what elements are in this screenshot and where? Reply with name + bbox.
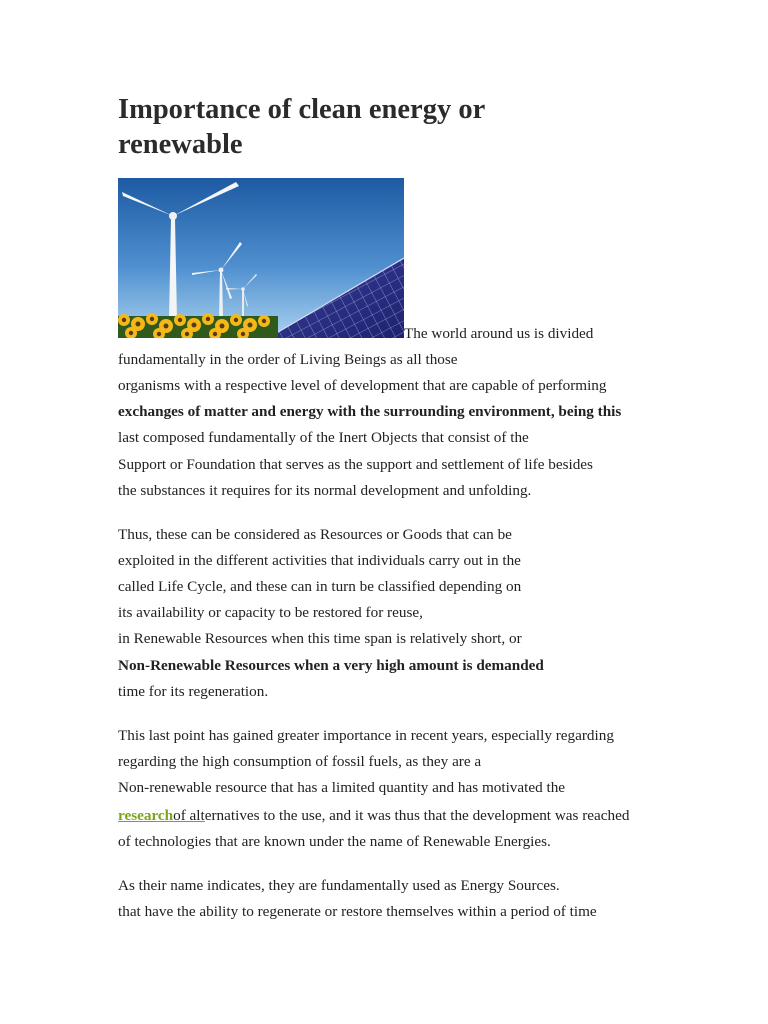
paragraph2-line3: called Life Cycle, and these can in turn be classified depending on bbox=[118, 578, 522, 595]
paragraph1-line4: exchanges of matter and energy with the surrounding environment, being this bbox=[118, 403, 622, 420]
paragraph2-line6: Non-Renewable Resources when a very high amount is demanded bbox=[118, 657, 544, 674]
paragraph1-line3: organisms with a respective level of development that are capable of performing bbox=[118, 377, 607, 394]
hero-image bbox=[118, 178, 404, 338]
research-link[interactable]: research bbox=[118, 807, 174, 824]
paragraph1-line6: Support or Foundation that serves as the support and settlement of life besides bbox=[118, 456, 593, 473]
paragraph4-line2: that have the ability to regenerate or restore themselves within a period of time bbox=[118, 903, 597, 920]
article-title: Importance of clean energy or renewable bbox=[118, 94, 485, 160]
sunflower-field bbox=[118, 313, 278, 338]
paragraph3-line5: of technologies that are known under the name of Renewable Energies. bbox=[118, 833, 551, 850]
paragraph2-line7: time for its regeneration. bbox=[118, 683, 269, 700]
paragraph1-line5: last composed fundamentally of the Inert Objects that consist of the bbox=[118, 429, 529, 446]
paragraph3-line3: Non-renewable resource that has a limited quantity and has motivated the bbox=[118, 779, 566, 796]
paragraph2-line4: its availability or capacity to be restored for reuse, bbox=[118, 604, 423, 621]
paragraph2-line1: Thus, these can be considered as Resources or Goods that can be bbox=[118, 526, 512, 543]
paragraph3-line2: regarding the high consumption of fossil fuels, as they are a bbox=[118, 753, 482, 770]
paragraph3-line4-rest: ernatives to the use, and it was thus that the development was reached bbox=[204, 807, 630, 824]
research-link-tail: of alt bbox=[173, 807, 205, 824]
paragraph3-line4 bbox=[118, 806, 629, 826]
paragraph1-line1: The world around us is divided bbox=[404, 325, 594, 342]
paragraph1-line2: fundamentally in the order of Living Beings as all those bbox=[118, 351, 458, 368]
paragraph2-line5: in Renewable Resources when this time span is relatively short, or bbox=[118, 630, 522, 647]
wind-solar-photo bbox=[118, 178, 404, 338]
paragraph4-line1: As their name indicates, they are fundamentally used as Energy Sources. bbox=[118, 877, 560, 894]
paragraph3-line1: This last point has gained greater importance in recent years, especially regarding bbox=[118, 727, 614, 744]
paragraph1-line7: the substances it requires for its normal development and unfolding. bbox=[118, 482, 532, 499]
paragraph2-line2: exploited in the different activities that individuals carry out in the bbox=[118, 552, 521, 569]
